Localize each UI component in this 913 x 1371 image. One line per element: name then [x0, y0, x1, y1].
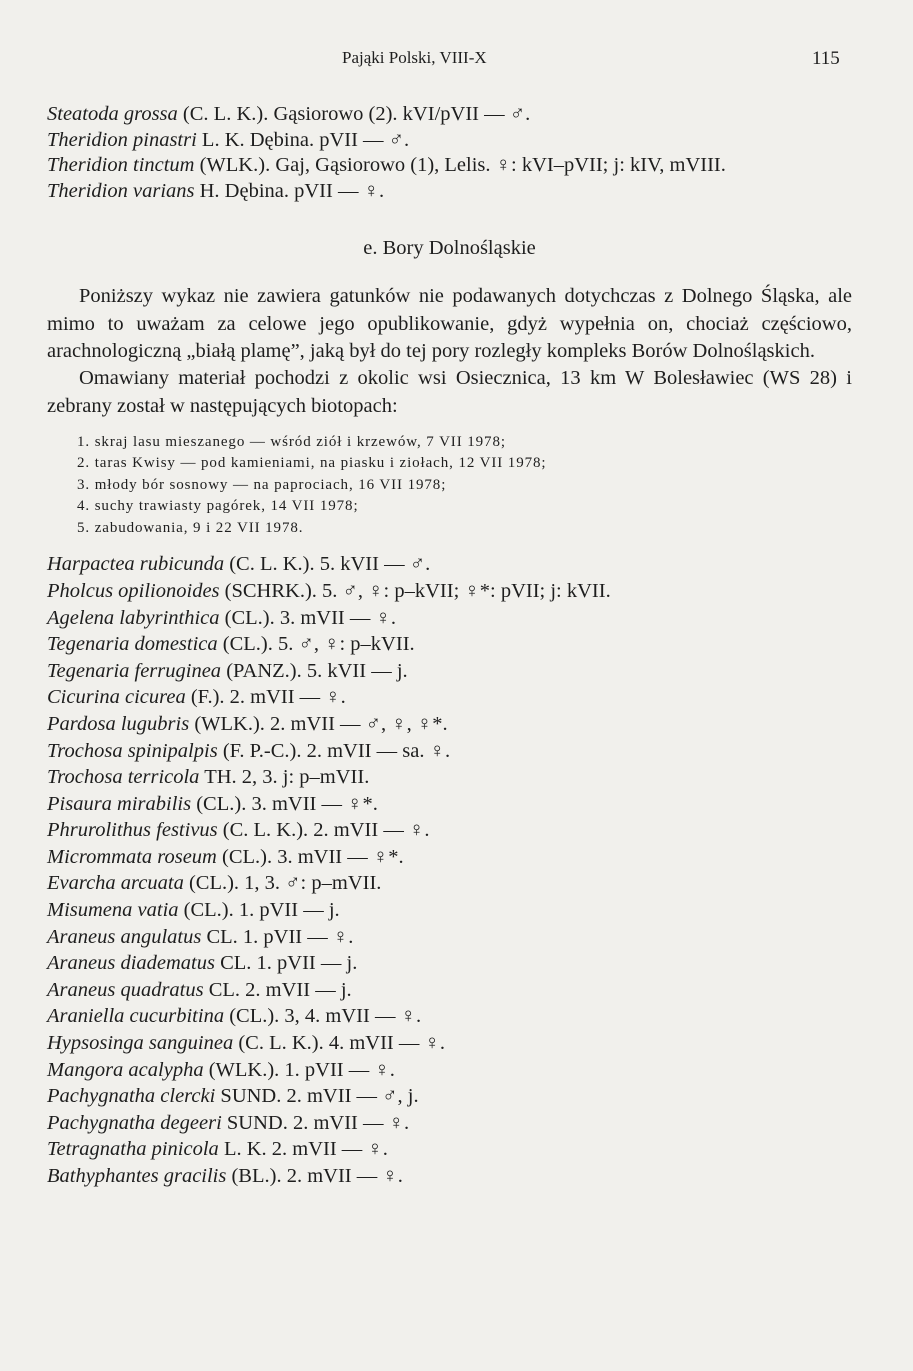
species-record [47, 870, 852, 897]
record-details: (WLK.). 2. mVII — ♂, ♀, ♀*. [189, 712, 448, 735]
record-details: (CL.). 3. mVII — ♀*. [216, 845, 404, 868]
section-heading: e. Bory Dolnośląskie [363, 237, 536, 260]
material-paragraph [47, 365, 852, 420]
species-record [47, 977, 852, 1004]
species-record [47, 578, 852, 605]
species-record [47, 711, 852, 738]
species-record [47, 1083, 852, 1110]
species-name: Evarcha arcuata [47, 872, 184, 895]
species-name: Araniella cucurbitina [47, 1005, 225, 1028]
species-name: Bathyphantes gracilis [47, 1165, 227, 1188]
species-name: Pisaura mirabilis [47, 792, 192, 815]
record-details: (C. L. K.). Gąsiorowo (2). kVI/pVII — ♂. [177, 103, 531, 125]
species-name: Steatoda grossa [47, 103, 178, 125]
species-record [47, 658, 852, 685]
species-record [47, 950, 852, 977]
species-record [47, 1030, 852, 1057]
record-details: (SCHRK.). 5. ♂, ♀: p–kVII; ♀*: pVII; j: kVII. [219, 579, 611, 602]
biotope-item: 2. taras Kwisy — pod kamieniami, na piasku i ziołach, 12 VII 1978; [77, 455, 547, 472]
record-details: (F.). 2. mVII — ♀. [185, 686, 346, 709]
species-name: Pholcus opilionoides [47, 579, 220, 602]
species-record [47, 764, 852, 791]
species-record [47, 605, 852, 632]
species-record [47, 897, 852, 924]
species-record [47, 1057, 852, 1084]
species-record [47, 684, 852, 711]
species-record [47, 153, 852, 179]
record-details: H. Dębina. pVII — ♀. [194, 179, 385, 202]
species-name: Araneus angulatus [47, 925, 202, 948]
record-details: (PANZ.). 5. kVII — j. [221, 659, 408, 682]
species-name: Pachygnatha degeeri [47, 1111, 222, 1134]
species-record [47, 791, 852, 818]
species-record [47, 179, 852, 205]
species-name: Agelena labyrinthica [47, 606, 220, 629]
record-details: CL. 1. pVII — j. [214, 952, 358, 975]
species-name: Theridion tinctum [47, 154, 195, 177]
record-details: (BL.). 2. mVII — ♀. [226, 1165, 403, 1188]
species-name: Tetragnatha pinicola [47, 1138, 219, 1161]
species-name: Pardosa lugubris [47, 712, 190, 735]
biotope-item: 3. młody bór sosnowy — na paprociach, 16 VII 1978; [77, 476, 447, 493]
species-record [47, 924, 852, 951]
record-details: (CL.). 3, 4. mVII — ♀. [224, 1005, 422, 1028]
species-name: Araneus diadematus [47, 952, 215, 975]
species-name: Mangora acalypha [47, 1058, 204, 1081]
record-details: SUND. 2. mVII — ♂, j. [215, 1085, 419, 1108]
species-name: Misumena vatia [47, 899, 179, 922]
record-details: L. K. 2. mVII — ♀. [218, 1138, 388, 1161]
species-name: Hypsosinga sanguinea [47, 1032, 234, 1055]
record-details: (CL.). 1. pVII — j. [178, 899, 340, 922]
species-list [47, 551, 852, 1189]
record-details: TH. 2, 3. j: p–mVII. [199, 766, 370, 789]
biotope-item: 1. skraj lasu mieszanego — wśród ziół i krzewów, 7 VII 1978; [77, 433, 506, 450]
species-record [47, 1136, 852, 1163]
species-name: Cicurina cicurea [47, 686, 186, 709]
species-name: Trochosa spinipalpis [47, 739, 218, 762]
record-details: (C. L. K.). 5. kVII — ♂. [224, 553, 431, 576]
intro-paragraph [47, 283, 852, 365]
record-details: (WLK.). Gaj, Gąsiorowo (1), Lelis. ♀: kVI–pVII; j: kIV, mVIII. [194, 154, 726, 177]
species-name: Tegenaria domestica [47, 633, 218, 656]
species-record [47, 631, 852, 658]
species-record [47, 817, 852, 844]
species-name: Harpactea rubicunda [47, 553, 225, 576]
species-name: Trochosa terricola [47, 766, 200, 789]
record-details: (F. P.-C.). 2. mVII — sa. ♀. [217, 739, 451, 762]
page-header [0, 48, 913, 74]
species-record [47, 1110, 852, 1137]
species-name: Araneus quadratus [47, 978, 204, 1001]
top-records [47, 102, 852, 204]
record-details: CL. 1. pVII — ♀. [201, 925, 354, 948]
species-name: Phrurolithus festivus [47, 819, 218, 842]
species-name: Pachygnatha clercki [47, 1085, 216, 1108]
species-record [47, 738, 852, 765]
running-title: Pająki Polski, VIII-X [342, 48, 487, 67]
page-number: 115 [812, 48, 840, 69]
record-details: SUND. 2. mVII — ♀. [221, 1111, 410, 1134]
species-record [47, 1003, 852, 1030]
intro-text: Poniższy wykaz nie zawiera gatunków nie podawanych dotychczas z Dolnego Śląska, ale mimo to uważam za celowe jego opublikowanie, gdyż wypełnia on, chociaż częściowo, arachnologiczną „białą plamę”, jaką był do tej pory rozległy kompleks Borów Dolnośląskich. [47, 285, 852, 362]
record-details: (C. L. K.). 2. mVII — ♀. [217, 819, 430, 842]
record-details: (CL.). 5. ♂, ♀: p–kVII. [217, 633, 415, 656]
record-details: (CL.). 1, 3. ♂: p–mVII. [183, 872, 382, 895]
record-details: (WLK.). 1. pVII — ♀. [203, 1058, 395, 1081]
species-record [47, 551, 852, 578]
biotope-item: 5. zabudowania, 9 i 22 VII 1978. [77, 519, 304, 536]
biotope-list [47, 432, 852, 540]
record-details: (C. L. K.). 4. mVII — ♀. [233, 1032, 446, 1055]
record-details: (CL.). 3. mVII — ♀. [219, 606, 397, 629]
biotope-item: 4. suchy trawiasty pagórek, 14 VII 1978; [77, 498, 359, 515]
species-record [47, 128, 852, 154]
species-name: Tegenaria ferruginea [47, 659, 222, 682]
material-text: Omawiany materiał pochodzi z okolic wsi Osiecznica, 13 km W Bolesławiec (WS 28) i zebrany został w następujących biotopach: [47, 367, 852, 417]
record-details: CL. 2. mVII — j. [203, 978, 352, 1001]
species-record [47, 102, 852, 128]
species-record [47, 1163, 852, 1190]
record-details: L. K. Dębina. pVII — ♂. [196, 128, 410, 151]
record-details: (CL.). 3. mVII — ♀*. [191, 792, 378, 815]
page-content [47, 102, 852, 1190]
species-record [47, 844, 852, 871]
species-name: Micrommata roseum [47, 845, 217, 868]
species-name: Theridion pinastri [47, 128, 197, 151]
species-name: Theridion varians [47, 179, 195, 202]
